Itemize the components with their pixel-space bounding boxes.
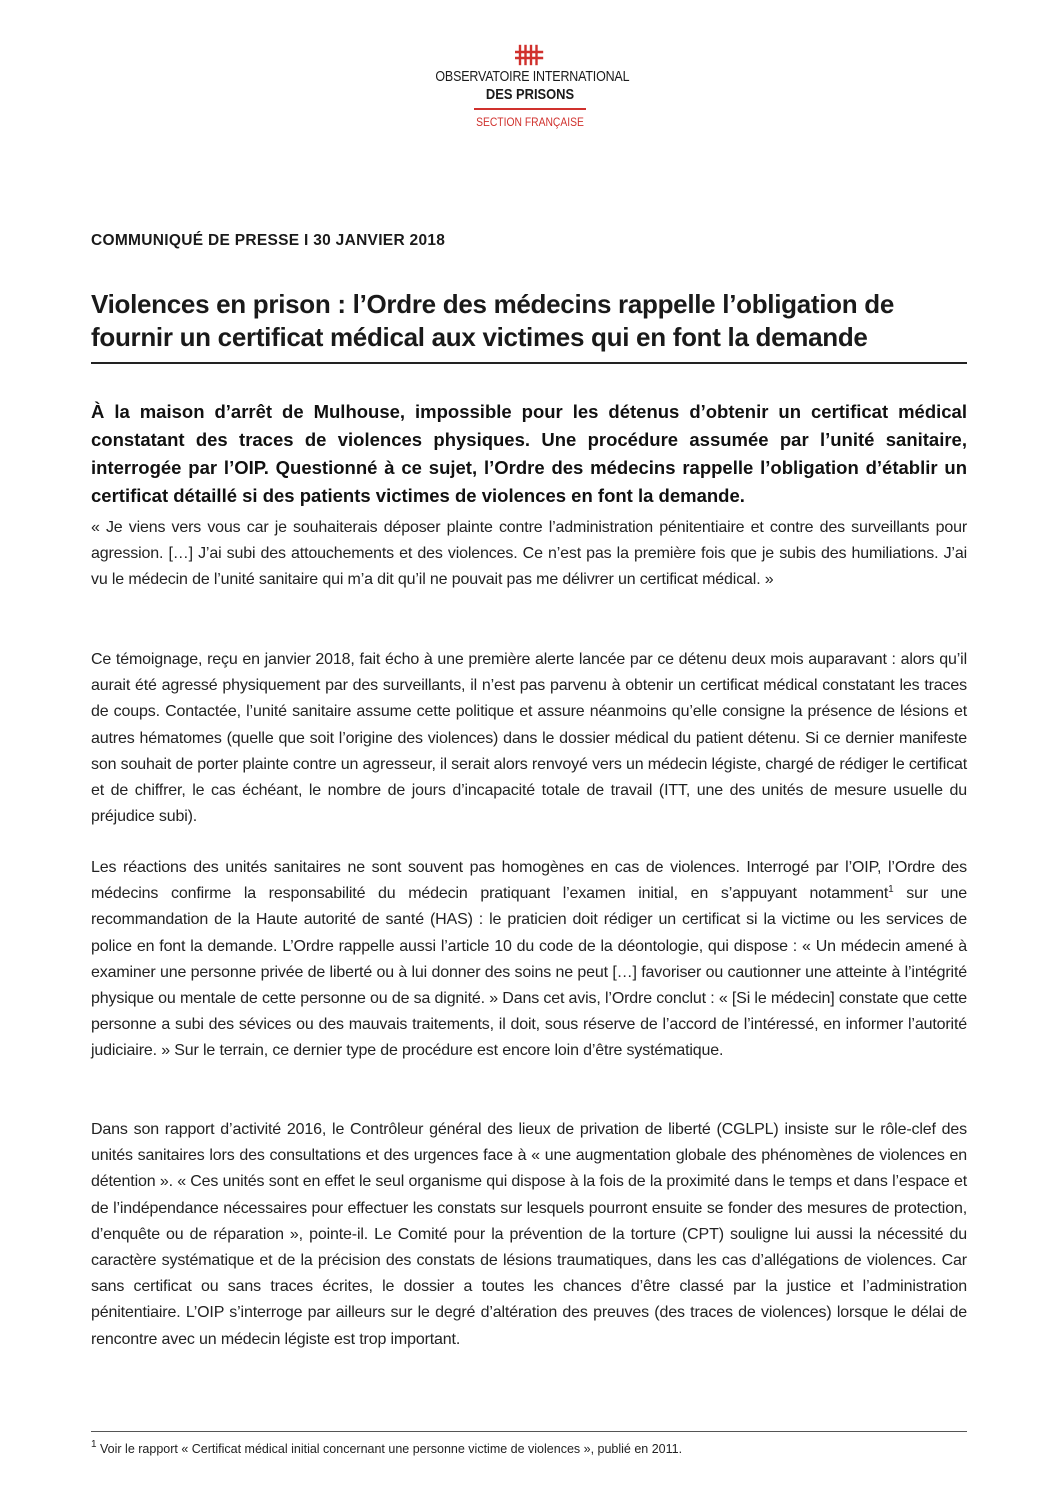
logo-name-line2: DES PRISONS	[485, 86, 575, 103]
paragraph-ordre-des-medecins	[91, 855, 967, 1065]
headline: Violences en prison : l’Ordre des médecins rappelle l’obligation de fournir un certificat médical aux victimes qui en font la demande	[91, 289, 894, 352]
footnote-divider	[91, 1431, 967, 1432]
paragraph-testimony: « Je viens vers vous car je souhaiterais déposer plainte contre l’administration pénitentiaire et contre des surveillants pour agression. […] J’ai subi des attouchements et des violences. Ce n’est pas la première fois que je subis des humiliations. J’ai vu le médecin de l’unité sanitaire qui m’a dit qu’il ne pouvait pas me délivrer un certificat médical. »	[91, 519, 967, 589]
footnote-reference: 1	[888, 884, 894, 896]
paragraph-text-part2: sur une recommandation de la Haute autorité de santé (HAS) : le praticien doit rédiger un certificat si la victime ou les services de police en font la demande. L’Ordre rappelle aussi l’article 10 du code de la déontologie, qui dispose : « Un médecin amené à examiner une personne privée de liberté ou à lui donner des soins ne peut […] favoriser ou cautionner une atteinte à l’intégrité physique ou mentale de cette personne ou de sa dignité. » Dans cet avis, l’Ordre conclut : « [Si le médecin] constate que cette personne a subi des sévices ou des mauvais traitements, il doit, sous réserve de l’accord de l’intéressé, en informer l’autorité judiciaire. » Sur le terrain, ce dernier type de procédure est encore loin d’être systématique.	[91, 885, 967, 1060]
logo-section: SECTION FRANÇAISE	[476, 115, 584, 129]
footnote	[91, 1439, 967, 1456]
logo-divider	[474, 108, 586, 110]
headline-divider	[91, 362, 967, 364]
prison-bars-logo-icon	[515, 44, 545, 66]
paragraph-cglpl: Dans son rapport d’activité 2016, le Contrôleur général des lieux de privation de liberté (CGLPL) insiste sur le rôle-clef des unités sanitaires lors des consultations et des urgences face à « une augmentation globale des phénomènes de violences en détention ». « Ces unités sont en effet le seul organisme qui dispose à la fois de la proximité dans le temps et dans l’espace et de l’indépendance nécessaires pour effectuer les constats sur lesquels pourront ensuite se fonder des mesures de protection, d’enquête ou de réparation », pointe-il. Le Comité pour la prévention de la torture (CPT) souligne lui aussi la nécessité du caractère systématique et de la précision des constats de lésions traumatiques, dans les cas d’allégations de violences. Car sans certificat ou sans traces écrites, le dossier a toutes les chances d’être classé par la justice et l’administration pénitentiaire. L’OIP s’interroge par ailleurs sur le degré d’altération des preuves (des traces de violences) lorsque le délai de rencontre avec un médecin légiste est trop important.	[91, 1121, 967, 1348]
footnote-text: Voir le rapport « Certificat médical initial concernant une personne victime de violences », publié en 2011.	[96, 1442, 683, 1456]
footnote-mark: 1	[91, 1439, 97, 1450]
lead-paragraph: À la maison d’arrêt de Mulhouse, impossible pour les détenus d’obtenir un certificat médical constatant des traces de violences physiques. Une procédure assumée par l’unité sanitaire, interrogée par l’OIP. Questionné à ce sujet, l’Ordre des médecins rappelle l’obligation d’établir un certificat détaillé si des patients victimes de violences en font la demande.	[91, 401, 967, 506]
press-release-date: COMMUNIQUÉ DE PRESSE I 30 JANVIER 2018	[91, 232, 446, 249]
logo-name-line1: OBSERVATOIRE INTERNATIONAL	[435, 69, 630, 85]
paragraph-text-part1: Les réactions des unités sanitaires ne sont souvent pas homogènes en cas de violences. Interrogé par l’OIP, l’Ordre des médecins confirme la responsabilité du médecin pratiquant l’examen initial, en s’appuyant notamment	[91, 859, 967, 903]
oip-logo	[420, 44, 640, 129]
paragraph-context: Ce témoignage, reçu en janvier 2018, fait écho à une première alerte lancée par ce détenu deux mois auparavant : alors qu’il aurait été agressé physiquement par des surveillants, il n’est pas parvenu à obtenir un certificat médical constatant les traces de coups. Contactée, l’unité sanitaire assume cette politique et assure néanmoins qu’elle consigne la présence de lésions et autres hématomes (quelle que soit l’origine des violences) dans le dossier médical du patient détenu. Si ce dernier manifeste son souhait de porter plainte contre un agresseur, il serait alors renvoyé vers un médecin légiste, chargé de rédiger le certificat et de chiffrer, le cas échéant, le nombre de jours d’incapacité totale de travail (ITT, une des unités de mesure usuelle du préjudice subi).	[91, 651, 967, 826]
